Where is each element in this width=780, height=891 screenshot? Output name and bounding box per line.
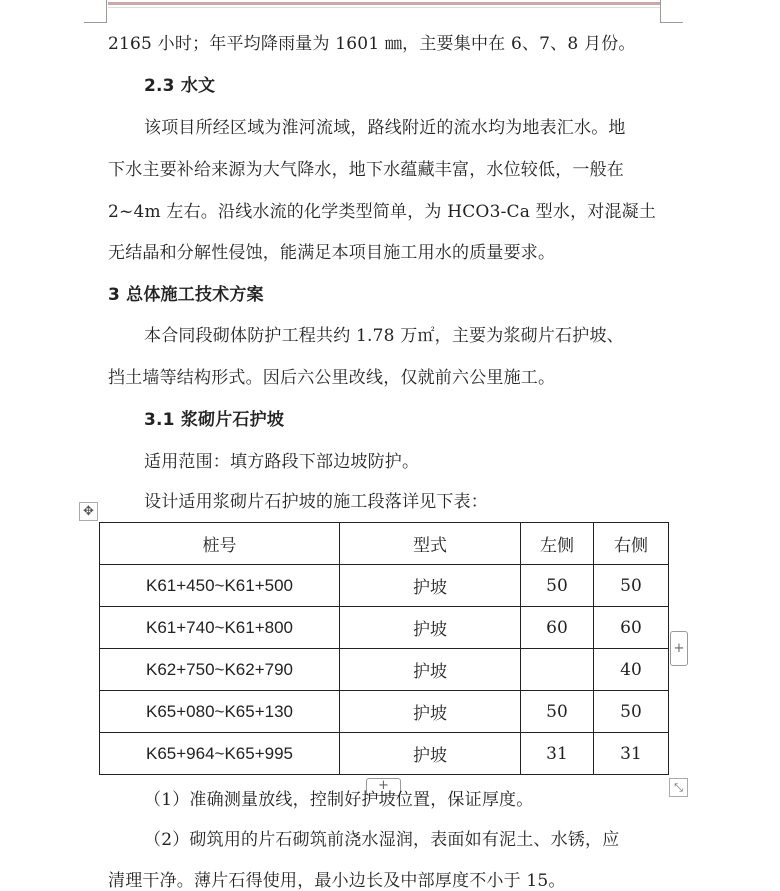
table-cell: 40 bbox=[594, 649, 669, 691]
table-cell: 60 bbox=[594, 607, 669, 649]
heading-3: 3 总体施工技术方案 bbox=[108, 285, 264, 305]
table-cell: 60 bbox=[521, 607, 594, 649]
table-cell: K61+450~K61+500 bbox=[100, 565, 340, 607]
table-header-cell: 型式 bbox=[340, 523, 521, 565]
table-row bbox=[100, 565, 669, 607]
table-cell: 护坡 bbox=[340, 607, 521, 649]
table-cell: K61+740~K61+800 bbox=[100, 607, 340, 649]
table-cell: K65+964~K65+995 bbox=[100, 733, 340, 775]
table-header-cell: 右侧 bbox=[594, 523, 669, 565]
paragraph-step-2: （2）砌筑用的片石砌筑前浇水湿润，表面如有泥土、水锈，应 bbox=[144, 830, 620, 850]
table-cell: 50 bbox=[594, 691, 669, 733]
table-cell: 50 bbox=[594, 565, 669, 607]
table-cell: 31 bbox=[594, 733, 669, 775]
paragraph-table-intro: 设计适用浆砌片石护坡的施工段落详见下表： bbox=[144, 492, 488, 512]
table-cell: 护坡 bbox=[340, 691, 521, 733]
add-row-button[interactable]: + bbox=[366, 778, 401, 796]
paragraph-rainfall: 2165 小时；年平均降雨量为 1601 ㎜，主要集中在 6、7、8 月份。 bbox=[108, 34, 636, 54]
table-move-handle[interactable]: ✥ bbox=[79, 502, 98, 521]
table-row bbox=[100, 649, 669, 691]
table-header-cell: 桩号 bbox=[100, 523, 340, 565]
table-cell: 护坡 bbox=[340, 649, 521, 691]
add-column-button[interactable]: + bbox=[670, 631, 688, 666]
table-cell: 50 bbox=[521, 691, 594, 733]
paragraph-step-1: （1）准确测量放线，控制好护坡位置，保证厚度。 bbox=[144, 790, 534, 810]
paragraph-scope: 适用范围：填方路段下部边坡防护。 bbox=[144, 452, 420, 472]
paragraph-hydrology-line2: 下水主要补给来源为大气降水，地下水蕴藏丰富，水位较低，一般在 bbox=[108, 160, 624, 180]
paragraph-overview-line2: 挡土墙等结构形式。因后六公里改线，仅就前六公里施工。 bbox=[108, 368, 556, 388]
paragraph-hydrology-line1: 该项目所经区域为淮河流域，路线附近的流水均为地表汇水。地 bbox=[144, 118, 626, 138]
table-cell: 护坡 bbox=[340, 733, 521, 775]
paragraph-hydrology-line4: 无结晶和分解性侵蚀，能满足本项目施工用水的质量要求。 bbox=[108, 243, 556, 263]
table-cell: 31 bbox=[521, 733, 594, 775]
table-cell: K65+080~K65+130 bbox=[100, 691, 340, 733]
table-cell: 护坡 bbox=[340, 565, 521, 607]
construction-section-table bbox=[99, 522, 669, 775]
heading-2-3: 2.3 水文 bbox=[144, 76, 216, 96]
table-cell bbox=[521, 649, 594, 691]
table-header-cell: 左侧 bbox=[521, 523, 594, 565]
table-row bbox=[100, 733, 669, 775]
table-cell: K62+750~K62+790 bbox=[100, 649, 340, 691]
margin-corner-mark-right bbox=[660, 0, 683, 23]
table-header-row bbox=[100, 523, 669, 565]
paragraph-hydrology-line3: 2~4m 左右。沿线水流的化学类型简单，为 HCO3-Ca 型水，对混凝土 bbox=[108, 202, 657, 222]
paragraph-step-2-cont: 清理干净。薄片石得使用，最小边长及中部厚度不小于 15。 bbox=[108, 871, 566, 891]
page-header-border bbox=[108, 0, 660, 10]
margin-corner-mark-left bbox=[84, 0, 107, 23]
table-row bbox=[100, 691, 669, 733]
heading-3-1: 3.1 浆砌片石护坡 bbox=[144, 410, 285, 430]
paragraph-overview-line1: 本合同段砌体防护工程共约 1.78 万㎡，主要为浆砌片石护坡、 bbox=[144, 326, 624, 346]
table-resize-handle[interactable]: ⤡ bbox=[669, 778, 688, 797]
table-row bbox=[100, 607, 669, 649]
table-cell: 50 bbox=[521, 565, 594, 607]
